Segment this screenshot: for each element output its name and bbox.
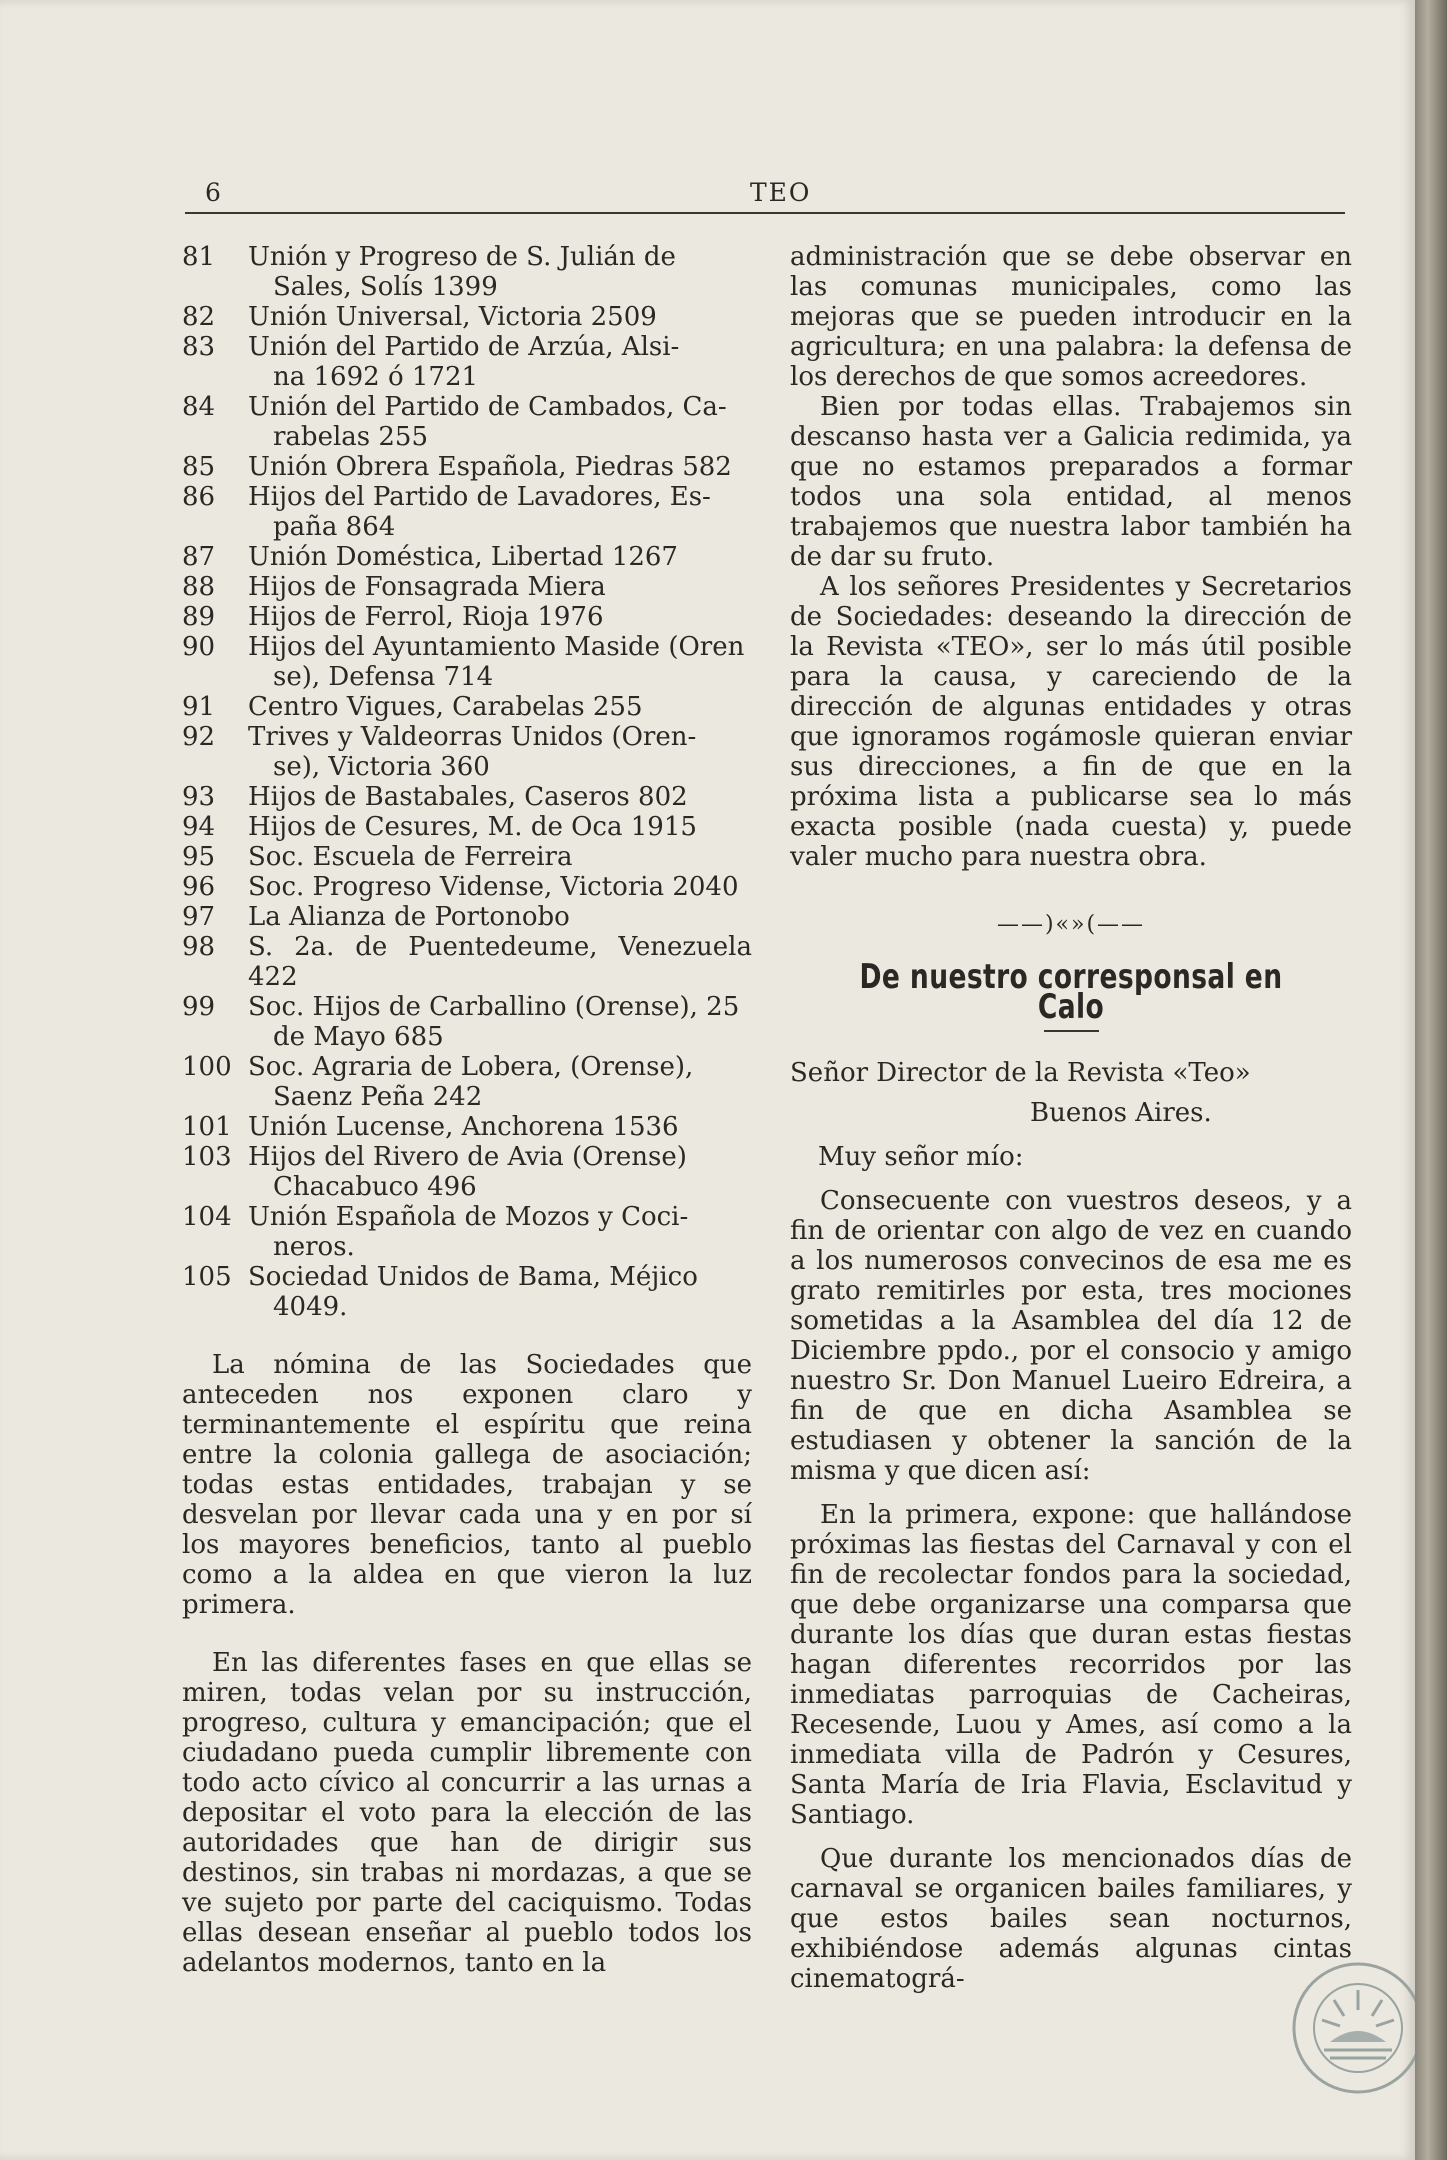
society-name-line: Soc. Agraria de Lobera, (Orense), xyxy=(248,1052,694,1082)
society-name-line: Unión Española de Mozos y Coci- xyxy=(248,1202,689,1232)
society-name xyxy=(248,452,732,482)
society-entry xyxy=(182,992,752,1052)
paragraph: En las diferentes fases en que ellas se miren, todas velan por su instrucción, progreso, cultura y emancipación; que el ciudadano pueda cumplir libremente con todo acto cívico al concurrir a las urnas a depositar el voto para la elección de las autoridades que han de dirigir sus destinos, sin trabas ni mordazas, a que se ve sujeto por parte del caciquismo. Todas ellas desean enseñar al pueblo todos los adelantos modernos, tanto en la xyxy=(182,1648,752,1978)
paragraph: Que durante los mencionados días de carnaval se organicen bailes familiares, y que estos bailes sean nocturnos, exhibiéndose además algunas cintas cinematográ- xyxy=(790,1844,1352,1994)
society-name-line: Soc. Progreso Vidense, Victoria 2040 xyxy=(248,872,739,902)
paragraph: En la primera, expone: que hallándose próximas las fiestas del Carnaval y con el fin de recolectar fondos para la sociedad, que debe organizarse una comparsa que durante los días que duran estas fiestas hagan diferentes recorridos por las inmediatas parroquias de Cacheiras, Recesende, Luou y Ames, así como a la inmediata villa de Padrón y Cesures, Santa María de Iria Flavia, Esclavitud y Santiago. xyxy=(790,1500,1352,1830)
letter-salutation: Señor Director de la Revista «Teo» xyxy=(790,1058,1251,1088)
society-list xyxy=(182,242,752,1322)
society-name-continuation: se), Defensa 714 xyxy=(273,662,494,692)
paragraph: La nómina de las Sociedades que anteceden nos exponen claro y terminantemente el espíritu que reina entre la colonia gallega de asociación; todas estas entidades, trabajan y se desvelan por llevar cada una y en por sí los mayores beneficios, tanto al pueblo como a la aldea en que vieron la luz primera. xyxy=(182,1350,752,1620)
society-number: 83 xyxy=(182,332,216,362)
society-entry xyxy=(182,452,752,482)
society-number: 104 xyxy=(182,1202,232,1232)
society-name-line: Sociedad Unidos de Bama, Méjico xyxy=(248,1262,698,1292)
society-entry xyxy=(182,242,752,302)
society-name-line: Unión Doméstica, Libertad 1267 xyxy=(248,542,678,572)
society-entry xyxy=(182,302,752,332)
society-name xyxy=(248,722,752,782)
header-rule xyxy=(185,212,1345,214)
society-name xyxy=(248,1262,752,1322)
society-name xyxy=(248,632,752,692)
library-stamp-icon xyxy=(1290,1960,1426,2096)
journal-title: TEO xyxy=(750,178,812,207)
society-name xyxy=(248,782,688,812)
society-entry xyxy=(182,812,752,842)
right-column xyxy=(790,242,1352,1994)
section-heading: De nuestro corresponsal en Calo xyxy=(859,957,1283,1027)
society-name-continuation: 4049. xyxy=(273,1292,348,1322)
society-name-line: Unión Obrera Española, Piedras 582 xyxy=(248,452,732,482)
paragraph: Bien por todas ellas. Trabajemos sin descanso hasta ver a Galicia redimida, ya que no estamos preparados a formar todos una sola entidad, al menos trabajemos que nuestra labor también ha de dar su fruto. xyxy=(790,392,1352,572)
left-column xyxy=(182,242,752,1978)
society-entry xyxy=(182,1202,752,1262)
society-number: 93 xyxy=(182,782,216,812)
society-number: 85 xyxy=(182,452,216,482)
page-number: 6 xyxy=(205,178,221,207)
society-name-line: Hijos de Ferrol, Rioja 1976 xyxy=(248,602,604,632)
society-number: 90 xyxy=(182,632,216,662)
society-entry xyxy=(182,1052,752,1112)
society-name-line: Unión del Partido de Cambados, Ca- xyxy=(248,392,727,422)
society-name xyxy=(248,482,752,542)
society-name-line: Unión Lucense, Anchorena 1536 xyxy=(248,1112,679,1142)
society-name xyxy=(248,602,604,632)
society-entry xyxy=(182,332,752,392)
society-entry xyxy=(182,692,752,722)
society-name-line: Hijos de Cesures, M. de Oca 1915 xyxy=(248,812,697,842)
society-entry xyxy=(182,902,752,932)
society-name-line: Unión del Partido de Arzúa, Alsi- xyxy=(248,332,680,362)
society-name-continuation: na 1692 ó 1721 xyxy=(273,362,479,392)
society-number: 87 xyxy=(182,542,216,572)
society-number: 91 xyxy=(182,692,216,722)
society-name-line: Hijos de Fonsagrada Miera xyxy=(248,572,606,602)
paragraph: A los señores Presidentes y Secretarios de Sociedades: deseando la dirección de la Revista «TEO», ser lo más útil posible para la causa, y careciendo de la dirección de algunas entidades y otras que ignoramos rogámosle quieran enviar sus direcciones, a fin de que en la próxima lista a publicarse sea lo más exacta posible (nada cuesta) y, puede valer mucho para nuestra obra. xyxy=(790,572,1352,872)
society-name-continuation: rabelas 255 xyxy=(273,422,429,452)
society-name-line: Hijos del Ayuntamiento Maside (Oren xyxy=(248,632,745,662)
letter-address: Buenos Aires. xyxy=(1030,1098,1212,1128)
society-number: 89 xyxy=(182,602,216,632)
section-separator: ——)«»(—— xyxy=(996,912,1146,937)
society-name xyxy=(248,842,572,872)
society-number: 100 xyxy=(182,1052,232,1082)
society-name xyxy=(248,692,643,722)
society-name-continuation: Saenz Peña 242 xyxy=(273,1082,483,1112)
society-name-line: Centro Vigues, Carabelas 255 xyxy=(248,692,643,722)
society-name xyxy=(248,542,678,572)
society-entry xyxy=(182,392,752,452)
paragraph: Consecuente con vuestros deseos, y a fin de orientar con algo de vez en cuando a los numerosos convecinos de esa me es grato remitirles por esta, tres mociones sometidas a la Asamblea del día 12 de Diciembre ppdo., por el consocio y amigo nuestro Sr. Don Manuel Lueiro Edreira, a fin de que en dicha Asamblea se estudiasen y obtener la sanción de la misma y que dicen así: xyxy=(790,1186,1352,1486)
society-name xyxy=(248,992,752,1052)
society-name-continuation: se), Victoria 360 xyxy=(273,752,490,782)
society-number: 99 xyxy=(182,992,216,1022)
society-number: 81 xyxy=(182,242,216,272)
heading-rule xyxy=(1044,1030,1099,1032)
society-entry xyxy=(182,632,752,692)
society-number: 95 xyxy=(182,842,216,872)
society-entry xyxy=(182,542,752,572)
society-entry xyxy=(182,932,752,992)
society-name xyxy=(248,572,606,602)
society-name-line: Hijos del Partido de Lavadores, Es- xyxy=(248,482,711,512)
society-name xyxy=(248,872,739,902)
society-name-line: Trives y Valdeorras Unidos (Oren- xyxy=(248,722,697,752)
society-number: 92 xyxy=(182,722,216,752)
society-entry xyxy=(182,842,752,872)
society-name xyxy=(248,332,752,392)
letter-greeting: Muy señor mío: xyxy=(818,1142,1024,1172)
society-name xyxy=(248,1052,752,1112)
page-edge xyxy=(1415,0,1447,2160)
society-number: 103 xyxy=(182,1142,232,1172)
society-number: 98 xyxy=(182,932,216,962)
society-entry xyxy=(182,1112,752,1142)
society-entry xyxy=(182,722,752,782)
society-entry xyxy=(182,1142,752,1202)
society-name xyxy=(248,1112,679,1142)
society-name xyxy=(248,902,570,932)
society-number: 86 xyxy=(182,482,216,512)
society-name xyxy=(248,812,697,842)
society-name-line: Soc. Hijos de Carballino (Orense), 25 xyxy=(248,992,740,1022)
society-entry xyxy=(182,872,752,902)
paragraph: administración que se debe observar en las comunas municipales, como las mejoras que se pueden introducir en la agricultura; en una palabra: la defensa de los derechos de que somos acreedores. xyxy=(790,242,1352,392)
society-entry xyxy=(182,572,752,602)
society-name-line: Unión y Progreso de S. Julián de xyxy=(248,242,676,272)
society-number: 105 xyxy=(182,1262,232,1292)
society-name xyxy=(248,932,752,992)
society-number: 88 xyxy=(182,572,216,602)
society-entry xyxy=(182,602,752,632)
society-name xyxy=(248,1142,752,1202)
society-name-line: Hijos de Bastabales, Caseros 802 xyxy=(248,782,688,812)
society-name-continuation: Sales, Solís 1399 xyxy=(273,272,498,302)
society-name-line: Unión Universal, Victoria 2509 xyxy=(248,302,657,332)
society-name-line: Hijos del Rivero de Avia (Orense) xyxy=(248,1142,687,1172)
society-name xyxy=(248,392,752,452)
society-name-continuation: neros. xyxy=(273,1232,355,1262)
society-number: 96 xyxy=(182,872,216,902)
society-entry xyxy=(182,782,752,812)
society-entry xyxy=(182,482,752,542)
society-name-continuation: paña 864 xyxy=(273,512,396,542)
society-entry xyxy=(182,1262,752,1322)
society-number: 97 xyxy=(182,902,216,932)
society-number: 82 xyxy=(182,302,216,332)
society-name-continuation: Chacabuco 496 xyxy=(273,1172,477,1202)
society-number: 94 xyxy=(182,812,216,842)
society-number: 101 xyxy=(182,1112,232,1142)
society-name xyxy=(248,242,752,302)
society-name-line: La Alianza de Portonobo xyxy=(248,902,570,932)
society-name-continuation: de Mayo 685 xyxy=(273,1022,444,1052)
society-name-line: Soc. Escuela de Ferreira xyxy=(248,842,573,872)
society-number: 84 xyxy=(182,392,216,422)
society-name xyxy=(248,302,657,332)
society-name xyxy=(248,1202,752,1262)
society-name-line: S. 2a. de Puentedeume, Venezuela 422 xyxy=(248,932,752,992)
